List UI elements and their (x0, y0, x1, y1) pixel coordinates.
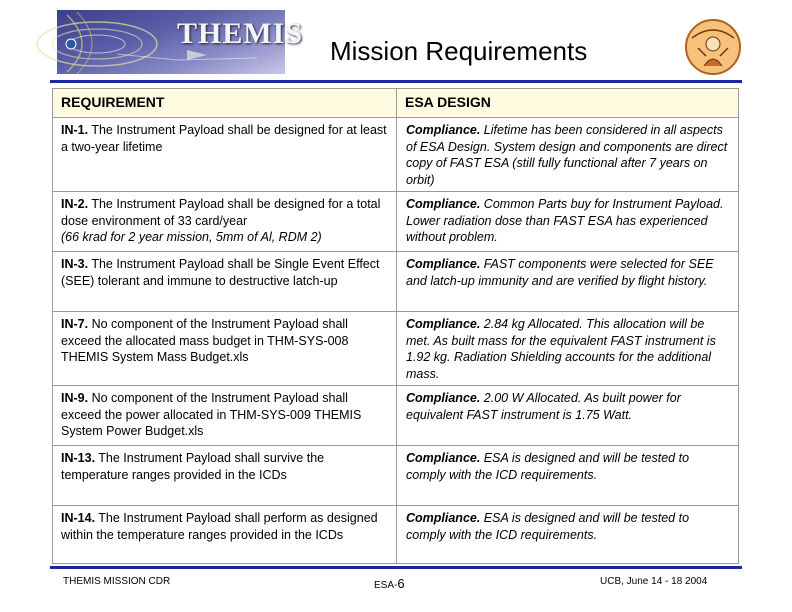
requirement-cell (53, 118, 397, 192)
page-prefix: ESA- (374, 580, 398, 591)
requirement-id: IN-2. (61, 197, 89, 211)
col-design-header: ESA DESIGN (397, 89, 739, 118)
col-requirement-header: REQUIREMENT (53, 89, 397, 118)
compliance-label: Compliance. (406, 511, 481, 525)
compliance-label: Compliance. (406, 317, 481, 331)
compliance-label: Compliance. (406, 257, 481, 271)
requirement-cell (53, 252, 397, 312)
design-text: Lifetime has been considered in all aspects of ESA Design. System design and components are direct copy of FAST ESA (still fully functional after 7 years on orbit) (406, 123, 728, 187)
requirement-cell (53, 386, 397, 446)
requirement-text: No component of the Instrument Payload shall exceed the power allocated in THM-SYS-009 THEMIS System Power Budget.xls (61, 391, 362, 438)
footer-left: THEMIS MISSION CDR (63, 576, 171, 587)
table-row (53, 446, 739, 506)
requirement-id: IN-13. (61, 451, 96, 465)
requirement-cell (53, 312, 397, 386)
design-cell (397, 446, 739, 506)
compliance-label: Compliance. (406, 451, 481, 465)
requirement-text: No component of the Instrument Payload shall exceed the allocated mass budget in THM-SYS-008 THEMIS System Mass Budget.xls (61, 317, 349, 364)
page-number (374, 576, 405, 591)
design-cell (397, 506, 739, 564)
page-title: Mission Requirements (330, 36, 588, 66)
logo-text: THEMIS (177, 17, 304, 50)
design-cell (397, 252, 739, 312)
table-header-row (53, 89, 739, 118)
table-row (53, 192, 739, 252)
requirement-text: The Instrument Payload shall be designed for at least a two-year lifetime (61, 123, 387, 154)
requirement-id: IN-3. (61, 257, 89, 271)
table-row (53, 252, 739, 312)
requirement-text: The Instrument Payload shall be designed for a total dose environment of 33 card/year (61, 197, 381, 228)
requirement-id: IN-14. (61, 511, 96, 525)
requirements-table (52, 88, 739, 564)
design-cell (397, 118, 739, 192)
requirement-cell (53, 506, 397, 564)
compliance-label: Compliance. (406, 391, 481, 405)
requirement-cell (53, 192, 397, 252)
design-text: Common Parts buy for Instrument Payload. Lower radiation dose than FAST ESA has experienced without problem. (406, 197, 724, 244)
requirement-id: IN-1. (61, 123, 89, 137)
design-text: FAST components were selected for SEE and latch-up immunity and are verified by flight history. (406, 257, 714, 288)
design-cell (397, 312, 739, 386)
design-text: 2.84 kg Allocated. This allocation will be met. As built mass for the equivalent FAST instrument is 1.92 kg. Radiation Shielding accounts for the additional mass. (406, 317, 716, 381)
design-cell (397, 386, 739, 446)
table-row (53, 386, 739, 446)
table-row (53, 312, 739, 386)
bottom-divider (50, 566, 742, 569)
design-cell (397, 192, 739, 252)
top-divider (50, 80, 742, 83)
requirement-text: The Instrument Payload shall survive the temperature ranges provided in the ICDs (61, 451, 325, 482)
requirement-cell (53, 446, 397, 506)
table-row (53, 506, 739, 564)
requirement-id: IN-9. (61, 391, 89, 405)
page-num: 6 (397, 576, 405, 591)
requirement-note: (66 krad for 2 year mission, 5mm of Al, RDM 2) (61, 230, 322, 244)
compliance-label: Compliance. (406, 197, 481, 211)
design-text: ESA is designed and will be tested to comply with the ICD requirements. (406, 451, 690, 482)
compliance-label: Compliance. (406, 123, 481, 137)
design-text: ESA is designed and will be tested to comply with the ICD requirements. (406, 511, 690, 542)
table-row (53, 118, 739, 192)
themis-mascot-icon (684, 18, 742, 76)
requirement-text: The Instrument Payload shall perform as designed within the temperature ranges provided in the ICDs (61, 511, 378, 542)
design-text: 2.00 W Allocated. As built power for equivalent FAST instrument is 1.75 Watt. (406, 391, 681, 422)
requirement-id: IN-7. (61, 317, 89, 331)
themis-logo (57, 10, 304, 74)
footer-right: UCB, June 14 - 18 2004 (600, 576, 708, 587)
requirement-text: The Instrument Payload shall be Single Event Effect (SEE) tolerant and immune to destructive latch-up (61, 257, 380, 288)
